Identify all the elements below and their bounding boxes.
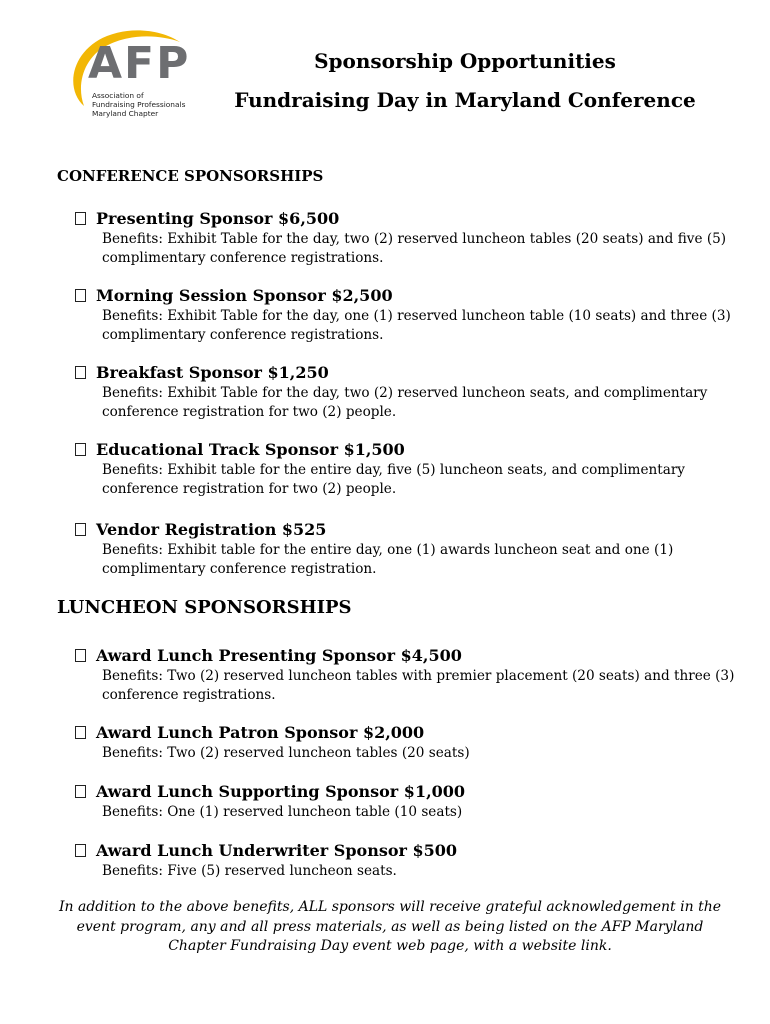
checkbox[interactable] <box>75 649 86 662</box>
afp-logo <box>62 28 232 128</box>
sponsorship-benefits: Benefits: Two (2) reserved luncheon tables (20 seats) <box>102 745 470 761</box>
checkbox[interactable] <box>75 212 86 225</box>
sponsorship-item <box>75 841 735 881</box>
sponsorship-benefits: Benefits: One (1) reserved luncheon table (10 seats) <box>102 804 463 820</box>
checkbox[interactable] <box>75 366 86 379</box>
checkbox[interactable] <box>75 523 86 536</box>
page-title: Sponsorship Opportunities <box>314 49 616 73</box>
sponsorship-benefits: Benefits: Five (5) reserved luncheon seats. <box>102 863 397 879</box>
sponsorship-title: Award Lunch Supporting Sponsor $1,000 <box>96 782 466 801</box>
logo-letters: AFP <box>88 38 191 89</box>
checkbox[interactable] <box>75 785 86 798</box>
sponsorship-title: Presenting Sponsor $6,500 <box>96 209 340 228</box>
sponsorship-benefits: Benefits: Exhibit Table for the day, two (2) reserved luncheon tables (20 seats) and five (5) complimentary conference registrations. <box>102 231 727 266</box>
logo-line-2: Fundraising Professionals <box>92 100 186 109</box>
sponsorship-item <box>75 520 735 578</box>
sponsorship-benefits: Benefits: Exhibit Table for the day, two (2) reserved luncheon seats, and complimentary conference registration for two (2) people. <box>102 385 708 420</box>
conference-heading: CONFERENCE SPONSORSHIPS <box>57 167 324 185</box>
sponsorship-title: Award Lunch Patron Sponsor $2,000 <box>96 723 425 742</box>
sponsorship-item <box>75 782 735 822</box>
sponsorship-title: Award Lunch Underwriter Sponsor $500 <box>96 841 458 860</box>
logo-line-1: Association of <box>92 91 144 100</box>
logo-line-3: Maryland Chapter <box>92 109 159 118</box>
sponsorship-title: Award Lunch Presenting Sponsor $4,500 <box>96 646 462 665</box>
sponsorship-item <box>75 209 735 267</box>
checkbox[interactable] <box>75 726 86 739</box>
sponsorship-benefits: Benefits: Exhibit table for the entire day, five (5) luncheon seats, and complimentary conference registration for two (2) people. <box>102 462 685 497</box>
checkbox[interactable] <box>75 443 86 456</box>
sponsorship-benefits: Benefits: Exhibit Table for the day, one (1) reserved luncheon table (10 seats) and three (3) complimentary conference registrations. <box>102 308 731 343</box>
sponsorship-item <box>75 440 735 498</box>
sponsorship-item <box>75 646 735 704</box>
checkbox[interactable] <box>75 289 86 302</box>
sponsorship-benefits: Benefits: Exhibit table for the entire day, one (1) awards luncheon seat and one (1) complimentary conference registration. <box>102 542 674 577</box>
sponsorship-title: Educational Track Sponsor $1,500 <box>96 440 405 459</box>
sponsorship-title: Breakfast Sponsor $1,250 <box>96 363 329 382</box>
closing-note: In addition to the above benefits, ALL sponsors will receive grateful acknowledgement in the event program, any and all press materials, as well as being listed on the AFP Maryland Chapter Fundraising Day event web page, with a website link. <box>58 899 722 954</box>
sponsorship-title: Vendor Registration $525 <box>96 520 327 539</box>
checkbox[interactable] <box>75 844 86 857</box>
page-subtitle: Fundraising Day in Maryland Conference <box>234 88 696 112</box>
sponsorship-item <box>75 286 735 344</box>
sponsorship-benefits: Benefits: Two (2) reserved luncheon tables with premier placement (20 seats) and three (3) conference registrations. <box>102 668 735 703</box>
sponsorship-item <box>75 723 735 763</box>
sponsorship-item <box>75 363 735 421</box>
luncheon-heading: LUNCHEON SPONSORSHIPS <box>57 597 352 618</box>
sponsorship-title: Morning Session Sponsor $2,500 <box>96 286 393 305</box>
logo-subtitle <box>92 91 185 118</box>
